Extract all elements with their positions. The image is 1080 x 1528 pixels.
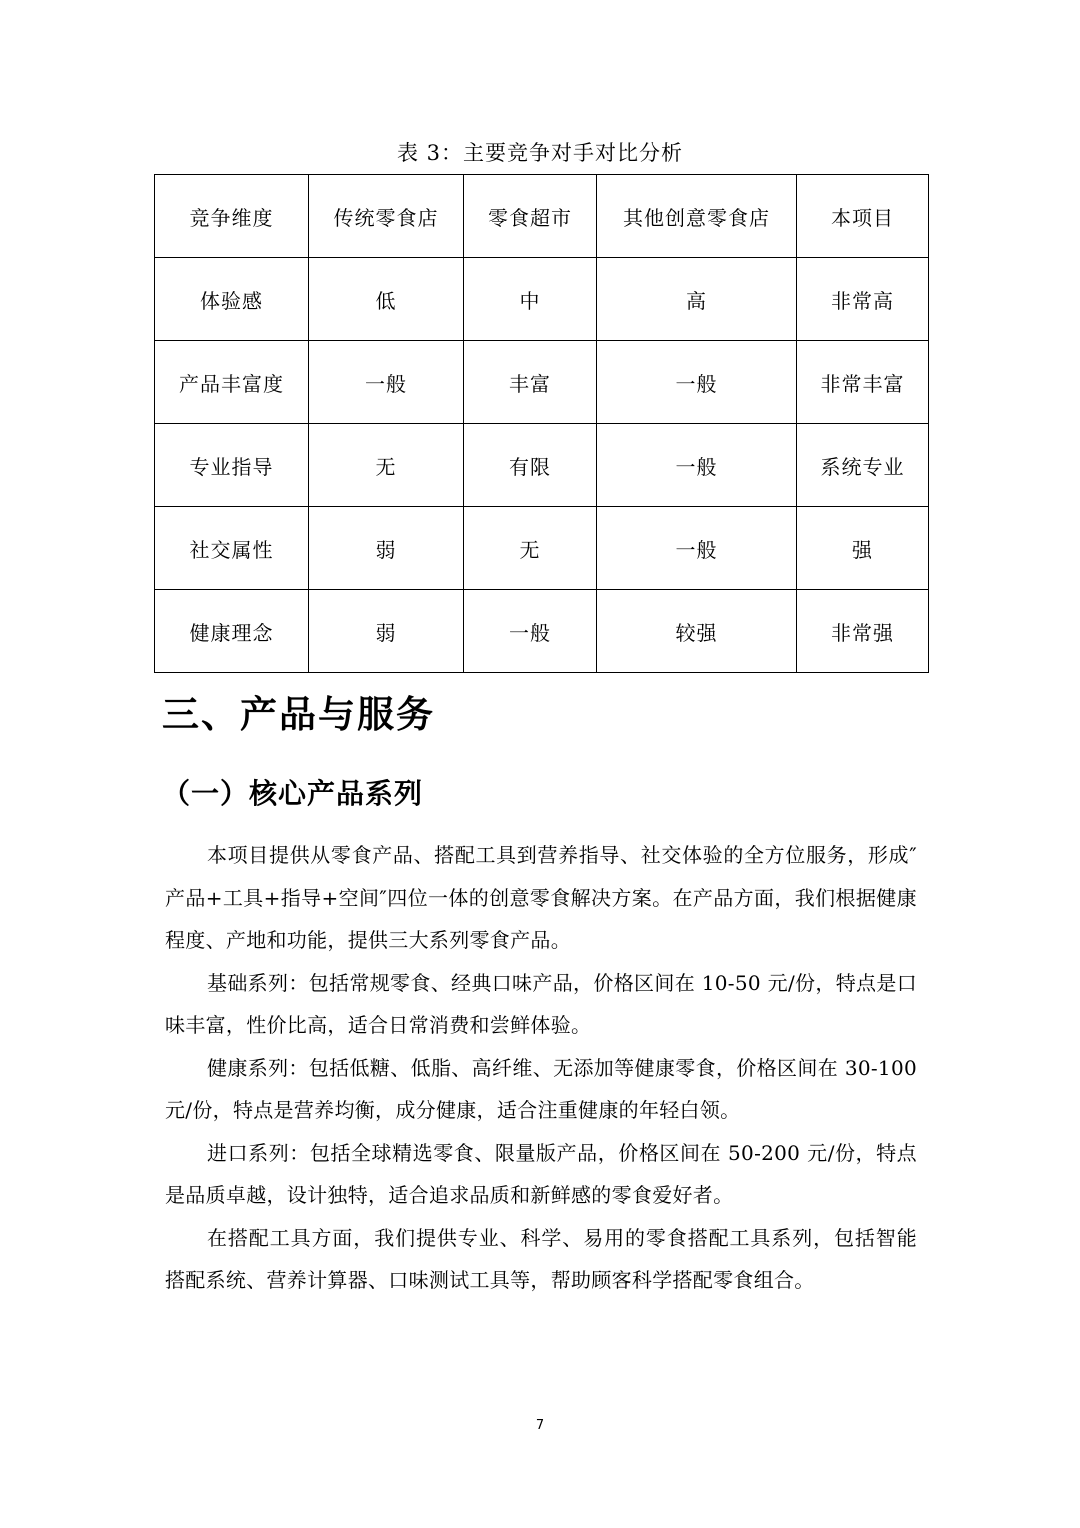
paragraph: 本项目提供从零食产品、搭配工具到营养指导、社交体验的全方位服务，形成″产品+工具+指导+空间″四位一体的创意零食解决方案。在产品方面，我们根据健康程度、产地和功能，提供三大系列零食产品。 [165, 843, 917, 952]
table-cell: 一般 [597, 341, 797, 424]
table-cell: 丰富 [464, 341, 597, 424]
competitor-comparison-table [154, 174, 929, 673]
table-cell: 低 [309, 258, 464, 341]
table-cell: 专业指导 [155, 424, 309, 507]
paragraph: 健康系列：包括低糖、低脂、高纤维、无添加等健康零食，价格区间在 30-100 元/份，特点是营养均衡，成分健康，适合注重健康的年轻白领。 [165, 1055, 917, 1122]
table-cell: 无 [464, 507, 597, 590]
table-row [155, 507, 929, 590]
paragraph: 进口系列：包括全球精选零食、限量版产品，价格区间在 50-200 元/份，特点是品质卓越，设计独特，适合追求品质和新鲜感的零食爱好者。 [165, 1140, 917, 1207]
table-caption: 表 3：主要竞争对手对比分析 [396, 141, 684, 165]
table-cell: 强 [797, 507, 929, 590]
table-cell: 社交属性 [155, 507, 309, 590]
table-cell: 较强 [597, 590, 797, 673]
table-cell: 一般 [464, 590, 597, 673]
table-row [155, 590, 929, 673]
header-cell: 其他创意零食店 [597, 175, 797, 258]
table-cell: 非常强 [797, 590, 929, 673]
paragraph: 基础系列：包括常规零食、经典口味产品，价格区间在 10-50 元/份，特点是口味丰富，性价比高，适合日常消费和尝鲜体验。 [165, 970, 917, 1037]
table-row [155, 341, 929, 424]
table-cell: 弱 [309, 507, 464, 590]
table-cell: 系统专业 [797, 424, 929, 507]
table-cell: 非常高 [797, 258, 929, 341]
header-cell: 传统零食店 [309, 175, 464, 258]
table-cell: 高 [597, 258, 797, 341]
body-text [165, 834, 917, 1302]
table-cell: 非常丰富 [797, 341, 929, 424]
table-row [155, 258, 929, 341]
header-cell: 零食超市 [464, 175, 597, 258]
table-row [155, 424, 929, 507]
table-cell: 一般 [597, 507, 797, 590]
table-cell: 有限 [464, 424, 597, 507]
header-cell: 本项目 [797, 175, 929, 258]
table-cell: 一般 [597, 424, 797, 507]
section-heading: 三、产品与服务 [162, 692, 435, 736]
table-cell: 体验感 [155, 258, 309, 341]
page-number: 7 [535, 1418, 545, 1433]
table-cell: 弱 [309, 590, 464, 673]
header-cell: 竞争维度 [155, 175, 309, 258]
table-cell: 一般 [309, 341, 464, 424]
paragraph: 在搭配工具方面，我们提供专业、科学、易用的零食搭配工具系列，包括智能搭配系统、营养计算器、口味测试工具等，帮助顾客科学搭配零食组合。 [165, 1225, 917, 1292]
table-cell: 中 [464, 258, 597, 341]
table-cell: 产品丰富度 [155, 341, 309, 424]
subsection-heading: （一）核心产品系列 [162, 777, 424, 810]
table-header-row [155, 175, 929, 258]
table-cell: 无 [309, 424, 464, 507]
table-cell: 健康理念 [155, 590, 309, 673]
